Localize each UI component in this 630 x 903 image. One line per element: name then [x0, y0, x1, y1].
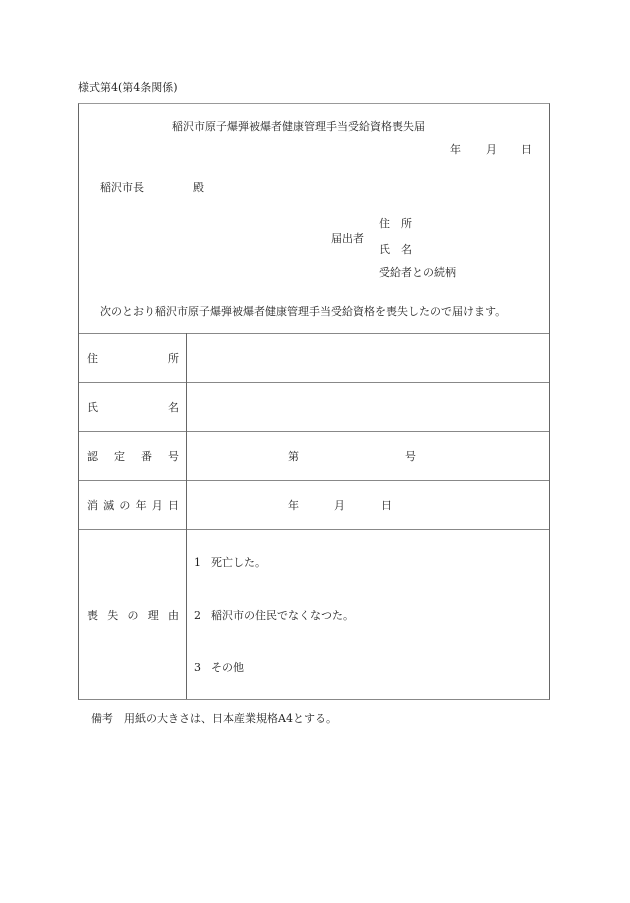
- form-box: [78, 103, 550, 700]
- statement: 次のとおり稲沢市原子爆弾被爆者健康管理手当受給資格を喪失したので届けます。: [100, 305, 507, 318]
- addressee-name: 稲沢市長: [100, 181, 144, 194]
- form-title: 稲沢市原子爆弾被爆者健康管理手当受給資格喪失届: [172, 120, 425, 133]
- expiry-year: 年: [288, 499, 299, 512]
- reason-option[interactable]: 2 稲沢市の住民でなくなつた。: [194, 609, 354, 622]
- expiry-day: 日: [381, 499, 392, 512]
- date-day: 日: [521, 143, 532, 156]
- reason-label: 喪 失 の 理 由: [87, 609, 179, 622]
- name-field[interactable]: [189, 384, 547, 429]
- cert-number-label: 認 定 番 号: [87, 450, 179, 463]
- expiry-month: 月: [334, 499, 345, 512]
- notifier-relation-label: 受給者との続柄: [379, 266, 456, 279]
- note: 備考 用紙の大きさは、日本産業規格A4とする。: [91, 712, 337, 725]
- column-divider: [186, 333, 187, 699]
- expiry-date-label: 消 滅 の 年 月 日: [87, 499, 179, 512]
- date-month: 月: [486, 143, 497, 156]
- date-year: 年: [450, 143, 461, 156]
- reason-option[interactable]: 3 その他: [194, 661, 244, 674]
- addressee-honorific: 殿: [193, 181, 204, 194]
- cert-number-suffix: 号: [405, 450, 416, 463]
- notifier-address-label: 住 所: [379, 217, 412, 230]
- cert-number-prefix: 第: [288, 450, 299, 463]
- address-field[interactable]: [189, 335, 547, 380]
- notifier-label: 届出者: [331, 232, 364, 245]
- reason-option[interactable]: 1 死亡した。: [194, 556, 266, 569]
- form-number: 様式第4(第4条関係): [78, 81, 178, 94]
- divider: [79, 480, 549, 481]
- divider: [79, 333, 549, 334]
- name-label: 氏 名: [87, 401, 179, 414]
- divider: [79, 431, 549, 432]
- divider: [79, 382, 549, 383]
- notifier-name-label: 氏 名: [379, 243, 412, 256]
- address-label: 住 所: [87, 352, 179, 365]
- divider: [79, 529, 549, 530]
